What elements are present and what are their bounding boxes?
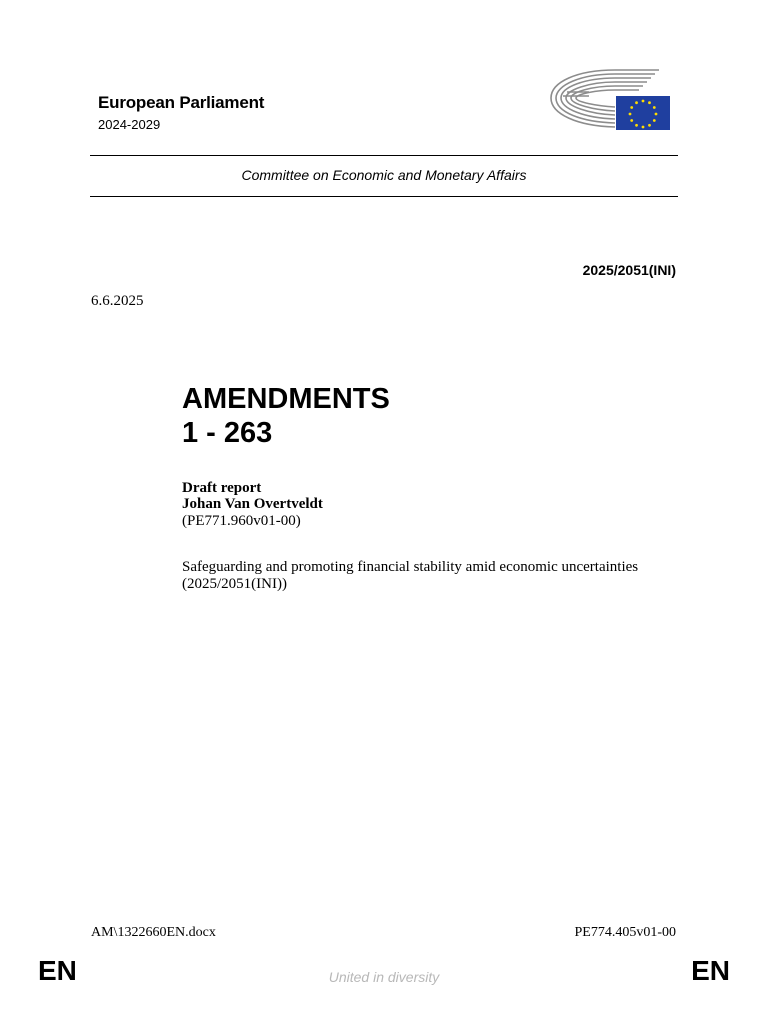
- language-code-right: EN: [691, 955, 730, 986]
- parliamentary-term: 2024-2029: [98, 117, 161, 132]
- header-divider-top: [90, 155, 678, 156]
- hemicycle-flag-icon: [549, 66, 671, 132]
- title-line-amendments: AMENDMENTS: [182, 383, 390, 415]
- eu-motto: United in diversity: [328, 969, 440, 985]
- rapporteur-name: Johan Van Overtveldt: [182, 496, 323, 512]
- report-type: Draft report: [182, 480, 262, 496]
- procedure-number: 2025/2051(INI): [582, 262, 676, 278]
- committee-name: Committee on Economic and Monetary Affairs: [241, 167, 527, 183]
- language-code-left: EN: [38, 955, 77, 986]
- report-reference: (PE771.960v01-00): [182, 513, 301, 529]
- footer-pe-number: PE774.405v01-00: [574, 925, 676, 940]
- report-subject: [182, 559, 672, 593]
- title-line-range: 1 - 263: [182, 417, 273, 449]
- footer-file-name: AM\1322660EN.docx: [91, 925, 216, 940]
- subject-title: Safeguarding and promoting financial stability amid economic uncertainties: [182, 559, 639, 575]
- document-title: [182, 382, 390, 450]
- document-date: 6.6.2025: [91, 293, 144, 309]
- subject-procedure: (2025/2051(INI)): [182, 576, 287, 592]
- european-parliament-logo-icon: [549, 66, 671, 132]
- header-divider-bottom: [90, 196, 678, 197]
- organization-name: European Parliament: [98, 93, 265, 112]
